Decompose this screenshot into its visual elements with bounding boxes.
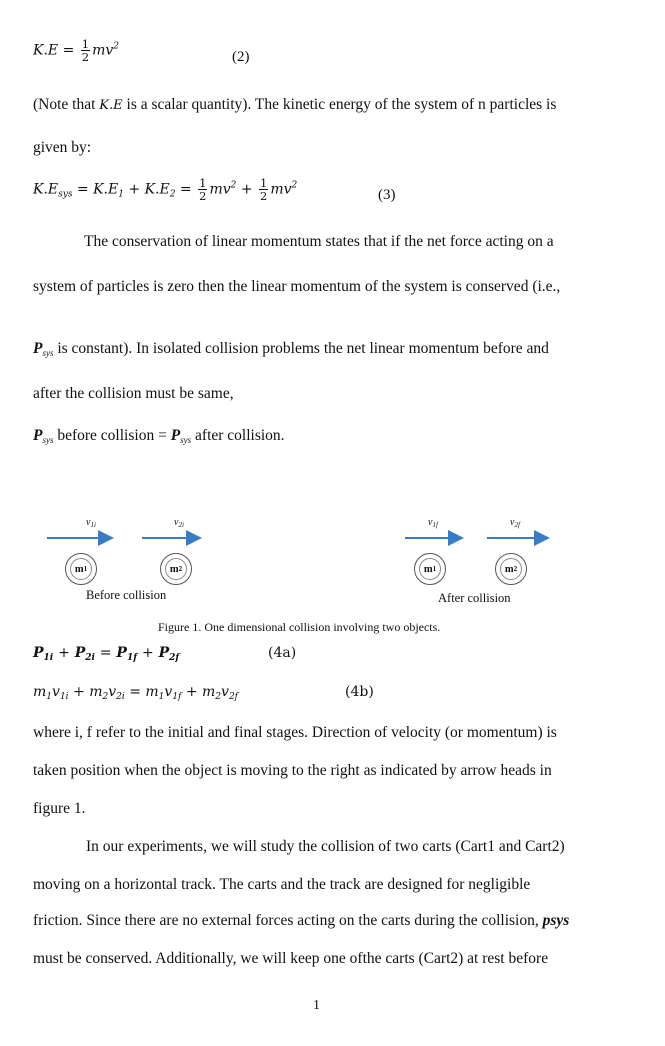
p-sys-after-sub: sys — [180, 435, 192, 445]
p-sys-sub: sys — [42, 348, 54, 358]
eq4a-s1f: 1f — [126, 653, 138, 663]
eq4b-v4: v — [221, 684, 229, 700]
mass-2-after — [495, 553, 527, 585]
note-p1: (Note that — [33, 96, 100, 113]
mass-2-after-inner — [500, 558, 522, 580]
v2i-base: v — [174, 517, 179, 528]
after-collision-label: After collision — [438, 591, 511, 605]
p-sys-after — [171, 427, 191, 444]
eq3-exp-a: 2 — [230, 180, 237, 191]
eq4b-m4-sub: 2 — [215, 692, 222, 702]
eq4a-s2f: 2f — [169, 653, 180, 663]
eq4a-plus2: + — [141, 645, 154, 661]
m1-after-base: m — [423, 563, 433, 575]
mass-2-before-inner — [165, 558, 187, 580]
para1-line3 — [33, 340, 549, 358]
v1f-sub: 1f — [432, 521, 438, 529]
v2f-sub: 2f — [514, 521, 520, 529]
m2-after-base: m — [504, 563, 514, 575]
eq4b-plus1: + — [73, 684, 85, 700]
v2f-base: v — [510, 517, 515, 528]
label-v1f — [428, 517, 438, 529]
eq3-equals: = — [179, 181, 192, 198]
para3-line4 — [33, 950, 548, 968]
figure-caption: Figure 1. One dimensional collision involving two objects. — [158, 620, 441, 634]
eq2-fraction — [81, 38, 90, 63]
label-v1i — [86, 517, 96, 529]
eq2-exp: 2 — [113, 41, 120, 52]
eq3-term1: = K.E — [76, 181, 119, 198]
equation-4b — [33, 684, 238, 702]
eq2-equals: = — [62, 42, 75, 59]
m2-before-base: m — [169, 563, 179, 575]
eq4b-m2: m — [89, 684, 103, 700]
eq3-fraction-b — [259, 177, 268, 202]
equation-4a — [33, 645, 179, 663]
m1-before-sub: 1 — [83, 565, 88, 573]
eq3-term-b: mv — [270, 181, 292, 198]
eq4b-equals: = — [129, 684, 141, 700]
para1-line2: system of particles is zero then the linear momentum of the system is conserved (i.e., — [33, 278, 561, 295]
para3-line2: moving on a horizontal track. The carts and the track are designed for negligible — [33, 876, 531, 893]
eq4b-plus2: + — [185, 684, 198, 700]
m2-after-sub: 2 — [513, 565, 518, 573]
para1-line5-end: after collision. — [195, 427, 285, 444]
para3-line4-b: the carts (Cart2) at rest before — [362, 950, 549, 967]
mass-2-before — [160, 553, 192, 585]
mass-1-after — [414, 553, 446, 585]
equation-2-number: (2) — [232, 49, 250, 65]
equation-4b-number: (4b) — [345, 684, 374, 700]
v1i-sub: 1i — [90, 521, 96, 529]
eq3-lhs-sub: sys — [58, 189, 73, 200]
eq4a-s2i: 2i — [85, 653, 95, 663]
label-v2i — [174, 517, 184, 529]
eq2-frac-den: 2 — [81, 50, 90, 65]
eq3-term-a: mv — [209, 181, 231, 198]
para2-line3: figure 1. — [33, 800, 86, 817]
eq4b-s2f: 2f — [228, 692, 239, 702]
velocity-arrows — [0, 520, 665, 580]
para3-line3-text: friction. Since there are no external forces acting on the carts during the collision, — [33, 912, 539, 929]
equation-2 — [33, 38, 119, 63]
eq3-frac-a-num: 1 — [199, 176, 207, 190]
para3-line1: In our experiments, we will study the collision of two carts (Cart1 and Cart2) — [86, 838, 565, 855]
para1-line5 — [33, 427, 285, 445]
note-line-2: given by: — [33, 139, 92, 156]
equation-3 — [33, 177, 297, 202]
p-sys-before — [33, 427, 53, 444]
para1-line4: after the collision must be same, — [33, 385, 234, 402]
m1-before-base: m — [74, 563, 84, 575]
before-collision-label: Before collision — [86, 588, 167, 602]
eq4b-v2: v — [108, 684, 117, 700]
p-sys-base: P — [33, 340, 43, 357]
para1-line3-rest: is constant). In isolated collision problems the net linear momentum before and — [57, 340, 549, 357]
m1-after-sub: 1 — [432, 565, 437, 573]
eq2-rhs: mv — [92, 42, 114, 59]
p-sys-before-sub: sys — [42, 435, 54, 445]
para2-line2: taken position when the object is moving to the right as indicated by arrow heads in — [33, 762, 552, 779]
eq4b-s1i: 1i — [59, 692, 69, 702]
eq4a-p4: P — [158, 645, 170, 661]
equation-4a-number: (4a) — [268, 645, 297, 661]
note-p2: is a scalar quantity). The kinetic energy of the system of n particles is — [122, 96, 557, 113]
eq4b-m3-sub: 1 — [158, 692, 165, 702]
label-v2f — [510, 517, 520, 529]
page-number: 1 — [313, 998, 320, 1013]
eq4b-s1f: 1f — [172, 692, 182, 702]
para2-line1: where i, f refer to the initial and final stages. Direction of velocity (or momentum) is — [33, 724, 557, 741]
p-sys-symbol — [33, 340, 53, 357]
v2i-sub: 2i — [178, 521, 184, 529]
eq3-plus: + — [240, 181, 253, 198]
psys-term: psys — [542, 912, 570, 929]
eq2-lhs: K.E — [33, 42, 59, 59]
eq3-frac-b-den: 2 — [260, 189, 268, 204]
p-sys-after-base: P — [170, 427, 181, 444]
eq4a-p3: P — [116, 645, 127, 661]
m2-before-sub: 2 — [178, 565, 183, 573]
eq3-sub2: 2 — [169, 189, 176, 200]
eq4b-v3: v — [164, 684, 173, 700]
eq4b-m1: m — [33, 684, 47, 700]
eq3-frac-a-den: 2 — [199, 189, 207, 204]
eq4a-equals: = — [99, 645, 112, 661]
mass-1-before-inner — [70, 558, 92, 580]
eq4b-m3: m — [145, 684, 159, 700]
eq4b-s2i: 2i — [116, 692, 125, 702]
eq4a-p2: P — [74, 645, 86, 661]
mass-1-after-inner — [419, 558, 441, 580]
eq4b-m1-sub: 1 — [46, 692, 53, 702]
eq3-frac-b-num: 1 — [260, 176, 268, 190]
eq4a-plus1: + — [58, 645, 70, 661]
note-ke: K.E — [99, 98, 123, 113]
note-line — [33, 96, 556, 114]
p-sys-before-base: P — [33, 427, 43, 444]
para3-line3 — [33, 912, 569, 930]
eq4b-m4: m — [202, 684, 216, 700]
mass-1-before — [65, 553, 97, 585]
eq3-sub1: 1 — [118, 189, 124, 200]
eq3-fraction-a — [198, 177, 207, 202]
eq3-term2: + K.E — [128, 181, 170, 198]
eq4b-v1: v — [52, 684, 60, 700]
eq3-lhs: K.E — [33, 181, 59, 198]
para1-line1: The conservation of linear momentum states that if the net force acting on a — [84, 233, 554, 250]
eq4a-p1: P — [33, 645, 44, 661]
eq2-frac-num: 1 — [81, 37, 90, 51]
v1i-base: v — [86, 517, 91, 528]
para3-line4-a: must be conserved. Additionally, we will keep one of — [33, 950, 363, 967]
v1f-base: v — [428, 517, 433, 528]
equation-3-number: (3) — [378, 187, 396, 203]
para1-line5-mid: before collision = — [57, 427, 167, 444]
eq4b-m2-sub: 2 — [102, 692, 109, 702]
eq3-exp-b: 2 — [291, 180, 298, 191]
eq4a-s1i: 1i — [43, 653, 54, 663]
